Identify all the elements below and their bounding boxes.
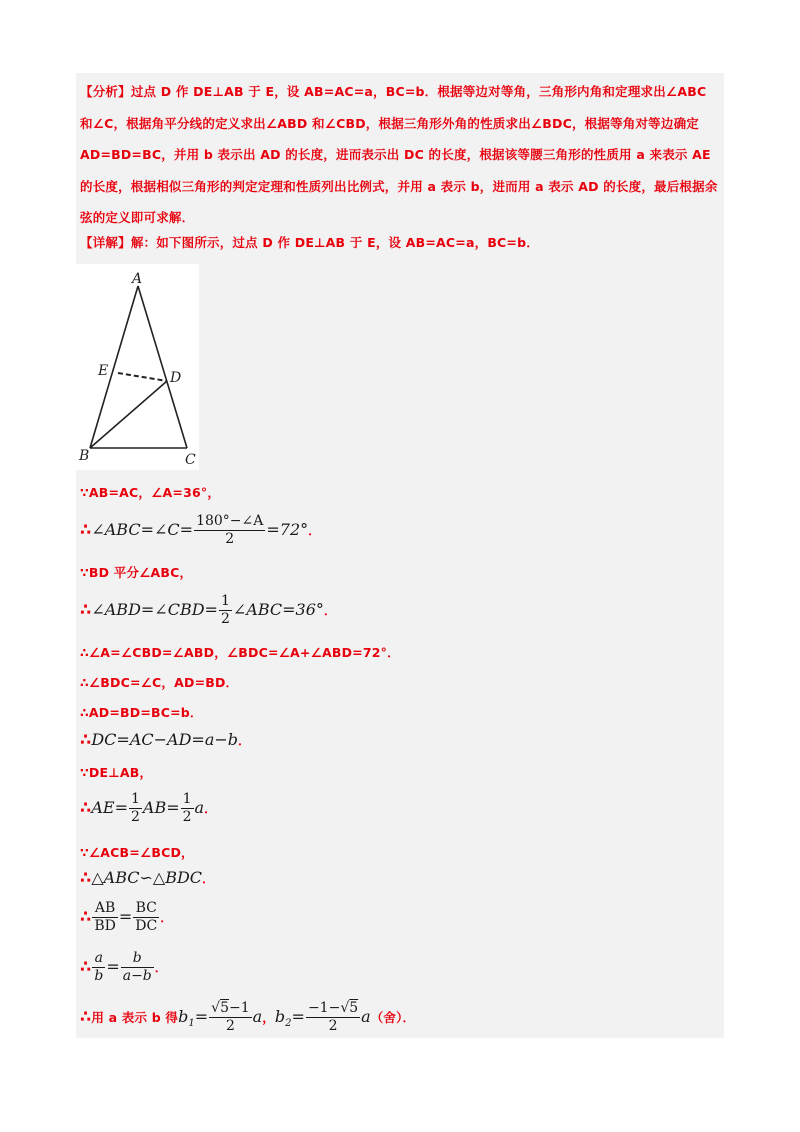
step-7: ∴AD=BD=BC=b． xyxy=(80,705,203,720)
label-c: C xyxy=(185,452,196,468)
step-9: ∵DE⊥AB， xyxy=(80,765,153,780)
detail-text: 解：如下图所示，过点 D 作 DE⊥AB 于 E，设 AB=AC=a，BC=b． xyxy=(130,235,539,250)
side-ac xyxy=(138,286,187,448)
label-e: E xyxy=(98,363,109,379)
therefore-symbol: ∴ xyxy=(80,1007,92,1026)
step-6: ∴∠BDC=∠C，AD=BD． xyxy=(80,675,239,690)
step-2-lhs: ∠ABC=∠C= xyxy=(91,520,194,539)
fraction: $\frac{b}{a-b}$ xyxy=(122,950,152,984)
detail-label: 【详解】 xyxy=(80,235,131,250)
fraction: $\frac{BC}{DC}$ xyxy=(135,900,158,934)
label-d: D xyxy=(170,370,182,386)
b2-symbol: $b_2=$ xyxy=(274,1007,305,1030)
fraction: $\frac{1}{2}$ xyxy=(182,791,192,825)
step-13: ∴ $\frac{AB}{BD}$ = $\frac{BC}{DC}$ ． xyxy=(80,900,173,934)
step-15: ∴用 a 表示 b 得$b_1=$ $\frac{√5-1}{2}$ a，$b_2=$ $\frac{-1-√5}{2}$ a（舍）． xyxy=(80,1000,416,1034)
step-14: ∴ $\frac{a}{b}$ = $\frac{b}{a-b}$ ． xyxy=(80,950,168,984)
analysis-paragraph xyxy=(80,76,720,234)
therefore-symbol: ∴ xyxy=(80,520,92,539)
fraction: $\frac{a}{b}$ xyxy=(94,950,104,984)
fraction: $\frac{1}{2}$ xyxy=(220,593,230,627)
segment-bd xyxy=(90,381,167,448)
step-11: ∵∠ACB=∠BCD， xyxy=(80,845,194,860)
therefore-symbol: ∴ xyxy=(80,868,92,887)
label-b: B xyxy=(79,448,90,464)
step-5: ∴∠A=∠CBD=∠ABD，∠BDC=∠A+∠ABD=72°． xyxy=(80,645,400,660)
step-8: ∴DC=AC−AD=a−b． xyxy=(80,730,251,749)
detail-line xyxy=(80,233,539,251)
therefore-symbol: ∴ xyxy=(80,730,92,749)
therefore-symbol: ∴ xyxy=(80,600,92,619)
b1-symbol: $b_1=$ xyxy=(178,1007,209,1030)
label-a: A xyxy=(132,271,143,287)
triangle-figure xyxy=(76,264,199,470)
step-4: ∴∠ABD=∠CBD= $\frac{1}{2}$ ∠ABC=36°． xyxy=(80,593,337,627)
step-4-rhs: ∠ABC=36° xyxy=(232,600,324,619)
step-2-rhs: =72° xyxy=(266,520,309,539)
triangle-diagram xyxy=(76,264,199,470)
fraction: $\frac{180^\circ-\angle A}{2}$ xyxy=(196,513,264,547)
fraction: $\frac{-1-√5}{2}$ xyxy=(307,1000,359,1034)
step-3: ∵BD 平分∠ABC， xyxy=(80,565,193,580)
therefore-symbol: ∴ xyxy=(80,957,92,976)
fraction: $\frac{AB}{BD}$ xyxy=(94,900,116,934)
therefore-symbol: ∴ xyxy=(80,798,92,817)
analysis-text: 过点 D 作 DE⊥AB 于 E，设 AB=AC=a，BC=b．根据等边对等角，三角形内角和定理求出∠ABC 和∠C，根据角平分线的定义求出∠ABD 和∠CBD，根据三角形外角的性质求出∠BDC，根据等角对等边确定 AD=BD=BC，并用 b 表示出 AD 的长度，进而表示出 DC 的长度，根据该等腰三角形的性质用 a 来表示 AE 的长度，根据相似三角形的判定定理和性质列出比例式，并用 a 表示 b，进而用 a 表示 AD 的长度，最后根据余弦的定义即可求解． xyxy=(80,84,718,226)
step-12: ∴△ABC∽△BDC． xyxy=(80,868,215,887)
segment-de xyxy=(118,373,167,381)
analysis-label: 【分析】 xyxy=(80,84,131,99)
step-10: ∴AE= $\frac{1}{2}$ AB= $\frac{1}{2}$ a． xyxy=(80,791,217,825)
step-2: ∴∠ABC=∠C= $\frac{180^\circ-\angle A}{2}$ =72°． xyxy=(80,513,321,547)
fraction: $\frac{1}{2}$ xyxy=(130,791,140,825)
fraction: $\frac{√5-1}{2}$ xyxy=(211,1000,250,1034)
therefore-symbol: ∴ xyxy=(80,907,92,926)
step-1: ∵AB=AC，∠A=36°， xyxy=(80,485,221,500)
step-4-lhs: ∠ABD=∠CBD= xyxy=(91,600,218,619)
